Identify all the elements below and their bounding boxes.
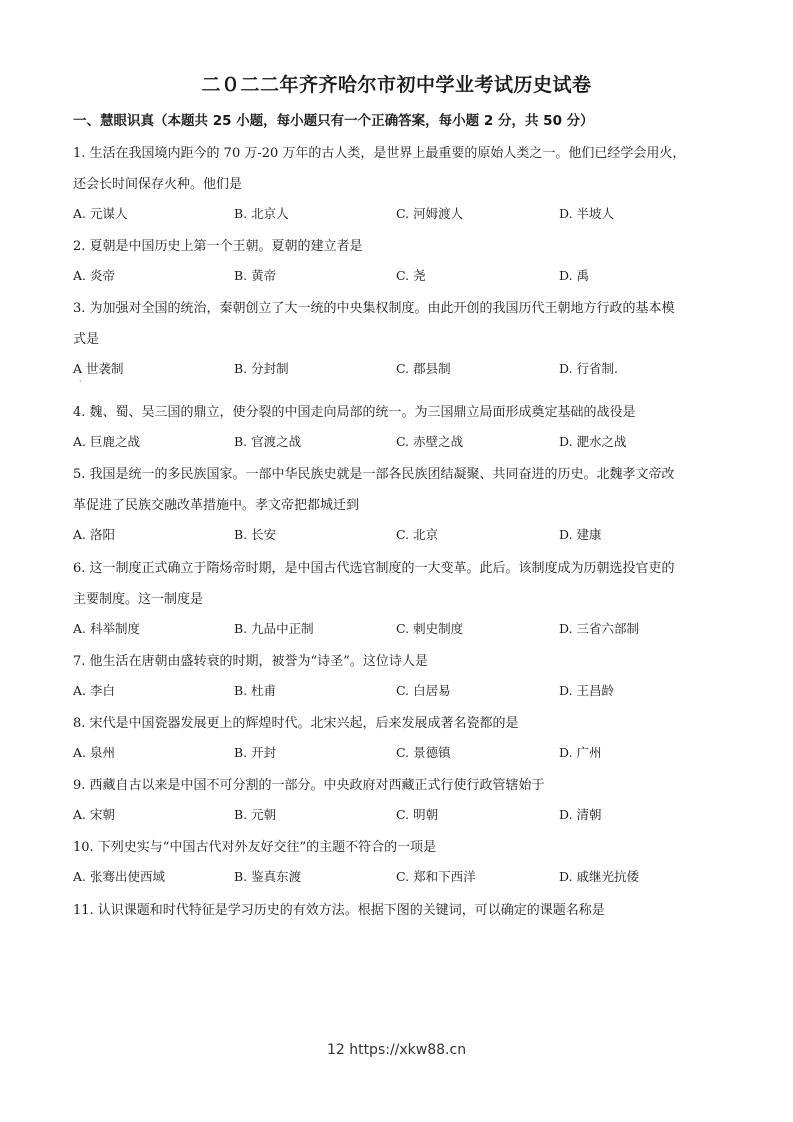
question-text: 8. 宋代是中国瓷器发展更上的辉煌时代。北宋兴起，后来发展成著名瓷都的是 (73, 716, 519, 731)
option-c: C. 刺史制度 (396, 621, 464, 636)
question-text: 1. 生活在我国境内距今的 70 万-20 万年的古人类，是世界上最重要的原始人类之一。他们已经学会用火， (73, 146, 686, 161)
option-a: A. 元谋人 (73, 206, 128, 221)
question-text: 4. 魏、蜀、吴三国的鼎立，使分裂的中国走向局部的统一。为三国鼎立局面形成奠定基础的战役是 (73, 405, 636, 420)
option-a: A. 李白 (73, 683, 115, 698)
option-c: C. 河姆渡人 (396, 206, 464, 221)
question-text: 10. 下列史实与“中国古代对外友好交往”的主题不符合的一项是 (73, 840, 437, 855)
option-a: A. 炎帝 (73, 268, 115, 283)
option-a: A. 科举制度 (73, 621, 140, 636)
option-b: B. 分封制 (234, 361, 289, 376)
option-c: C. 赤壁之战 (396, 434, 464, 449)
question-text: 6. 这一制度正式确立于隋炀帝时期，是中国古代选官制度的一大变革。此后。该制度成为历朝选投官吏的 (73, 561, 675, 576)
option-c: C. 景德镇 (396, 745, 451, 760)
option-d: D. 行省制. (559, 361, 618, 376)
question-text: 式是 (73, 332, 100, 347)
option-d: D. 半坡人 (559, 206, 615, 221)
option-b: B. 元朝 (234, 807, 277, 822)
question-text: 11. 认识课题和时代特征是学习历史的有效方法。根据下图的关键词，可以确定的课题名称是 (73, 903, 605, 918)
question-text: 3. 为加强对全国的统治，秦朝创立了大一统的中央集权制度。由此开创的我国历代王朝地方行政的基本模 (73, 301, 675, 316)
option-b: B. 杜甫 (234, 683, 277, 698)
option-b: B. 北京人 (234, 206, 289, 221)
option-a: A. 泉州 (73, 745, 115, 760)
question-text: 9. 西藏自古以来是中国不可分割的一部分。中央政府对西藏正式行使行政管辖始于 (73, 778, 545, 793)
question-text: 7. 他生活在唐朝由盛转衰的时期，被誉为“诗圣”。这位诗人是 (73, 654, 428, 669)
option-a: A 世袭制 (73, 361, 124, 376)
option-c: C. 白居易 (396, 683, 451, 698)
option-c: C. 明朝 (396, 807, 439, 822)
option-d: D. 戚继光抗倭 (559, 869, 640, 884)
question-text: 革促进了民族交融改革措施中。孝文帝把都城迁到 (73, 498, 360, 513)
option-a: A. 宋朝 (73, 807, 115, 822)
question-text: 主要制度。这一制度是 (73, 592, 204, 607)
option-d: D. 禹 (559, 268, 590, 283)
option-b: B. 九品中正制 (234, 621, 314, 636)
option-a: A. 巨鹿之战 (73, 434, 140, 449)
option-d: D. 淝水之战 (559, 434, 627, 449)
option-c: C. 尧 (396, 268, 426, 283)
question-text: 2. 夏朝是中国历史上第一个王朝。夏朝的建立者是 (73, 239, 363, 254)
option-c: C. 郑和下西洋 (396, 869, 476, 884)
option-d: D. 王昌龄 (559, 683, 615, 698)
option-c: C. 郡县制 (396, 361, 451, 376)
question-text: 还会长时间保存火种。他们是 (73, 177, 243, 192)
option-b: B. 开封 (234, 745, 277, 760)
option-d: D. 清朝 (559, 807, 602, 822)
option-d: D. 建康 (559, 527, 602, 542)
section-heading: 一、慧眼识真（本题共 25 小题，每小题只有一个正确答案，每小题 2 分，共 50 分） (73, 113, 594, 129)
option-b: B. 黄帝 (234, 268, 277, 283)
option-b: B. 长安 (234, 527, 277, 542)
option-c: C. 北京 (396, 527, 439, 542)
option-b: B. 鉴真东渡 (234, 869, 302, 884)
page-title: 二０二二年齐齐哈尔市初中学业考试历史试卷 (201, 74, 592, 96)
option-b: B. 官渡之战 (234, 434, 302, 449)
option-a: A. 洛阳 (73, 527, 115, 542)
option-d: D. 三省六部制 (559, 621, 640, 636)
option-d: D. 广州 (559, 745, 602, 760)
stray-mark: · (79, 377, 82, 386)
question-text: 5. 我国是统一的多民族国家。一部中华民族史就是一部各民族团结凝聚、共同奋进的历史。北魏孝文帝改 (73, 467, 675, 482)
option-a: A. 张骞出使西域 (73, 869, 165, 884)
page-footer: 12 https://xkw88.cn (326, 1042, 467, 1058)
